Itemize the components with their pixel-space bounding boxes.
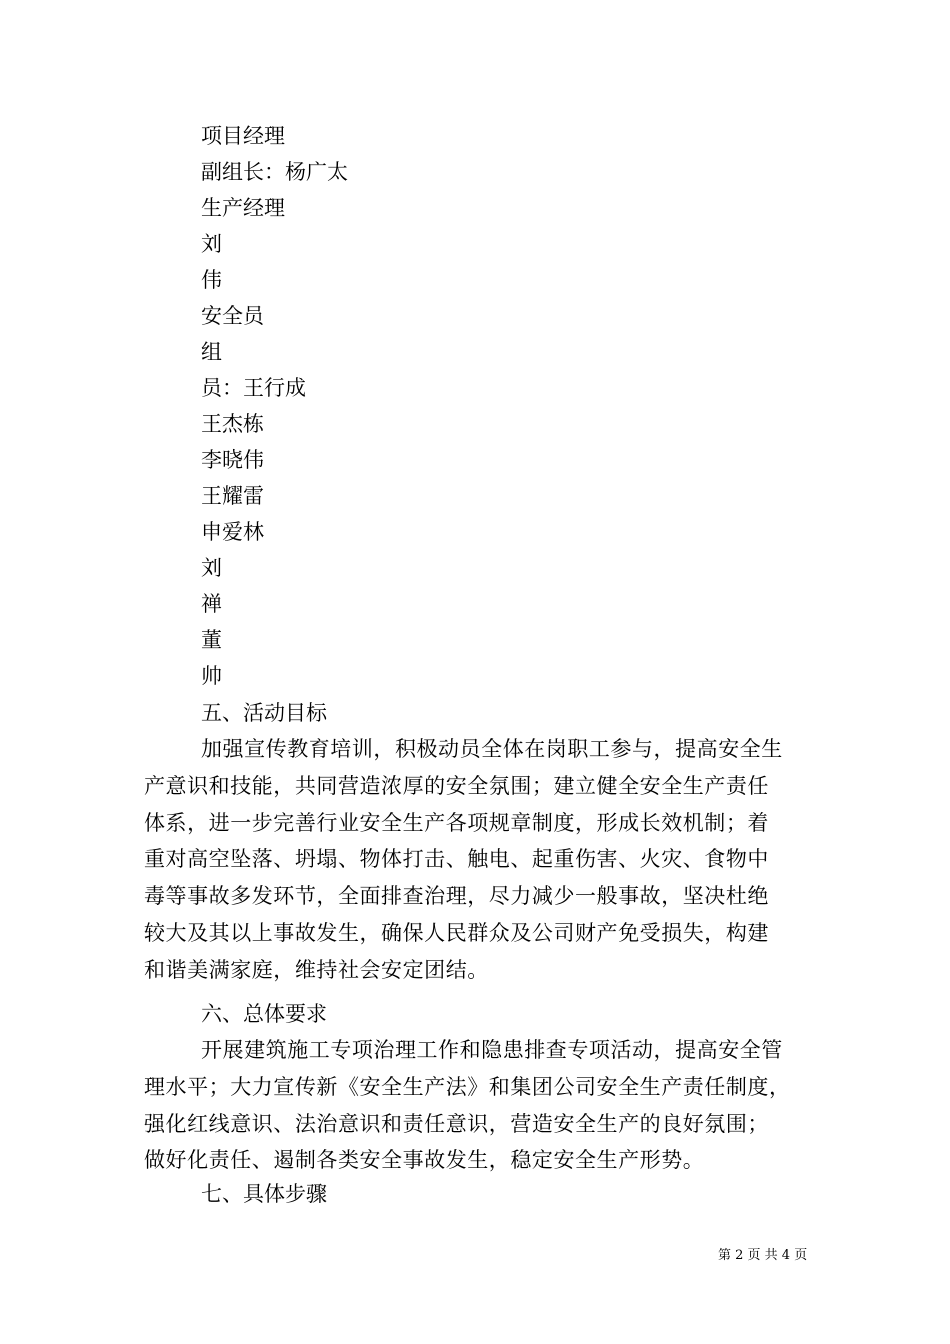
paragraph-line: 做好化责任、遏制各类安全事故发生，稳定安全生产形势。 [144, 1148, 705, 1173]
paragraph-line: 理水平；大力宣传新《安全生产法》和集团公司安全生产责任制度， [144, 1074, 791, 1099]
paragraph-line: 重对高空坠落、坍塌、物体打击、触电、起重伤害、火灾、食物中 [144, 847, 769, 872]
page-number-footer: 第 2 页 共 4 页 [718, 1248, 808, 1263]
team-roster [201, 118, 841, 694]
paragraph-line: 毒等事故多发环节，全面排查治理，尽力减少一般事故，坚决杜绝 [144, 884, 769, 909]
roster-line: 安全员 [201, 304, 264, 328]
paragraph-line: 开展建筑施工专项治理工作和隐患排查专项活动，提高安全管 [201, 1038, 783, 1062]
paragraph-line: 强化红线意识、法治意识和责任意识，营造安全生产的良好氛围； [144, 1111, 769, 1136]
section-heading: 五、活动目标 [201, 701, 327, 725]
roster-line: 伟 [201, 268, 222, 292]
paragraph-line: 较大及其以上事故发生，确保人民群众及公司财产免受损失，构建 [144, 920, 769, 945]
roster-line: 项目经理 [201, 124, 285, 148]
section-activity-goals [144, 695, 810, 989]
section-general-requirements [144, 996, 810, 1179]
roster-line: 董 [201, 628, 222, 652]
roster-line: 李晓伟 [201, 448, 264, 472]
roster-line: 刘 [201, 232, 222, 256]
roster-line: 副组长：杨广太 [201, 160, 348, 184]
roster-line: 王杰栋 [201, 412, 264, 436]
section-paragraph [144, 1032, 810, 1179]
paragraph-line: 产意识和技能，共同营造浓厚的安全氛围；建立健全安全生产责任 [144, 773, 769, 798]
paragraph-line: 加强宣传教育培训，积极动员全体在岗职工参与，提高安全生 [201, 737, 783, 761]
roster-line: 申爱林 [201, 520, 264, 544]
section-specific-steps [144, 1176, 810, 1212]
roster-line: 禅 [201, 592, 222, 616]
section-heading: 七、具体步骤 [201, 1182, 327, 1206]
roster-line: 生产经理 [201, 196, 285, 220]
paragraph-line: 体系，进一步完善行业安全生产各项规章制度，形成长效机制；着 [144, 810, 769, 835]
roster-line: 帅 [201, 664, 222, 688]
section-paragraph [144, 731, 810, 989]
roster-line: 刘 [201, 556, 222, 580]
paragraph-line: 和谐美满家庭，维持社会安定团结。 [144, 957, 489, 982]
roster-line: 组 [201, 340, 222, 364]
roster-line: 员：王行成 [201, 376, 306, 400]
roster-line: 王耀雷 [201, 484, 264, 508]
section-heading: 六、总体要求 [201, 1002, 327, 1026]
